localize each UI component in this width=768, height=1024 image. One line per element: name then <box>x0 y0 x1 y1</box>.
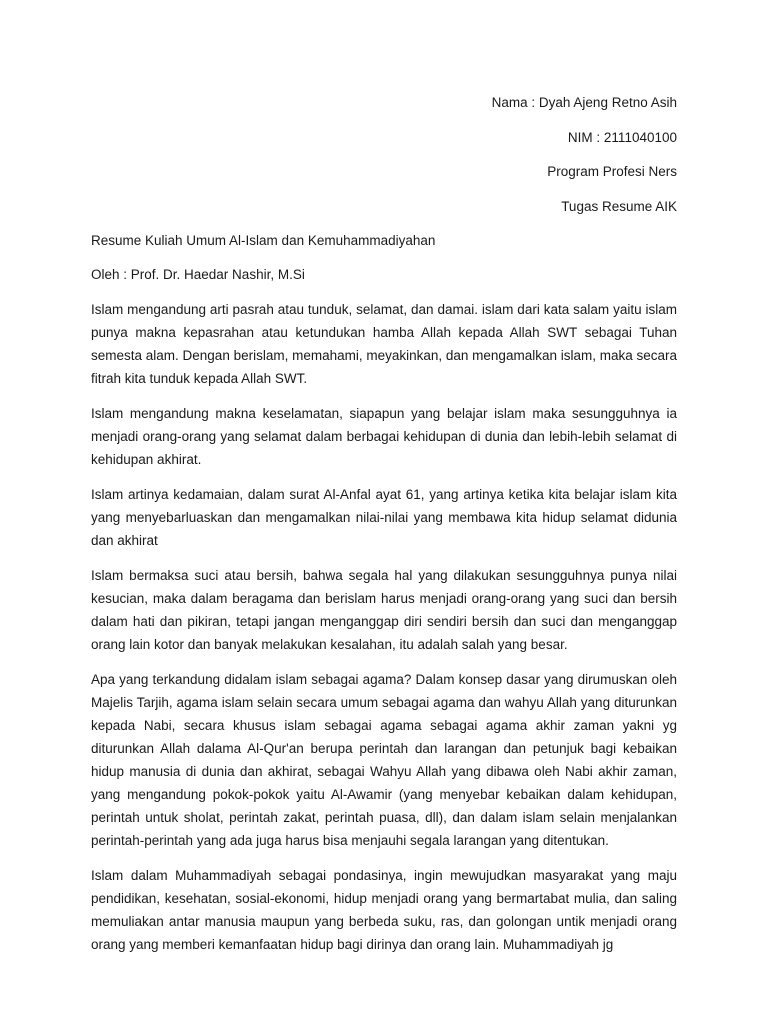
paragraph: Islam mengandung makna keselamatan, siapapun yang belajar islam maka sesungguhnya ia menjadi orang-orang yang selamat dalam berbagai kehidupan di dunia dan lebih-lebih selamat di kehidupan akhirat. <box>91 406 677 467</box>
paragraph: Islam bermaksa suci atau bersih, bahwa segala hal yang dilakukan sesungguhnya punya nilai kesucian, maka dalam beragama dan berislam harus menjadi orang-orang yang suci dan bersih dalam hati dan pikiran, tetapi jangan menganggap diri sendiri bersih dan suci dan menganggap orang lain kotor dan banyak melakukan kesalahan, itu adalah salah yang besar. <box>91 568 677 652</box>
student-info-block <box>492 92 677 230</box>
document-body <box>91 298 677 968</box>
paragraph: Islam mengandung arti pasrah atau tunduk, selamat, dan damai. islam dari kata salam yaitu islam punya makna kepasrahan atau ketundukan hamba Allah kepada Allah SWT sebagai Tuhan semesta alam. Dengan berislam, memahami, meyakinkan, dan mengamalkan islam, maka secara fitrah kita tunduk kepada Allah SWT. <box>91 302 678 386</box>
assignment-label: Tugas Resume AIK <box>561 198 677 214</box>
study-program: Program Profesi Ners <box>547 164 677 179</box>
student-name: Nama : Dyah Ajeng Retno Asih <box>491 95 677 110</box>
lecturer-line: Oleh : Prof. Dr. Haedar Nashir, M.Si <box>91 267 305 282</box>
paragraph: Islam artinya kedamaian, dalam surat Al-Anfal ayat 61, yang artinya ketika kita belajar islam kita yang menyebarluaskan dan mengamalkan nilai-nilai yang membawa kita hidup selamat didunia dan akhirat <box>91 487 677 548</box>
student-nim: NIM : 2111040100 <box>567 129 677 145</box>
document-title: Resume Kuliah Umum Al-Islam dan Kemuhammadiyahan <box>91 233 436 248</box>
paragraph: Apa yang terkandung didalam islam sebagai agama? Dalam konsep dasar yang dirumuskan oleh Majelis Tarjih, agama islam selain secara umum sebagai agama dan wahyu Allah yang diturunkan kepada Nabi, secara khusus islam sebagai agama sebagai agama akhir zaman yakni yg diturunkan Allah dalama Al-Qur'an berupa perintah dan larangan dan petunjuk bagi kebaikan hidup manusia di dunia dan akhirat, sebagai Wahyu Allah yang dibawa oleh Nabi akhir zaman, yang mengandung pokok-pokok yaitu Al-Awamir (yang menyebar kebaikan dalam kehidupan, perintah untuk sholat, perintah zakat, perintah puasa, dll), dan dalam islam selain menjalankan perintah-perintah yang ada juga harus bisa menjauhi segala larangan yang ditentukan. <box>91 672 677 848</box>
paragraph: Islam dalam Muhammadiyah sebagai pondasinya, ingin mewujudkan masyarakat yang maju pendidikan, kesehatan, sosial-ekonomi, hidup menjadi orang yang bermartabat mulia, dan saling memuliakan antar manusia maupun yang berbeda suku, ras, dan golongan untik menjadi orang orang yang memberi kemanfaatan hidup bagi dirinya dan orang lain. Muhammadiyah jg <box>91 868 677 952</box>
